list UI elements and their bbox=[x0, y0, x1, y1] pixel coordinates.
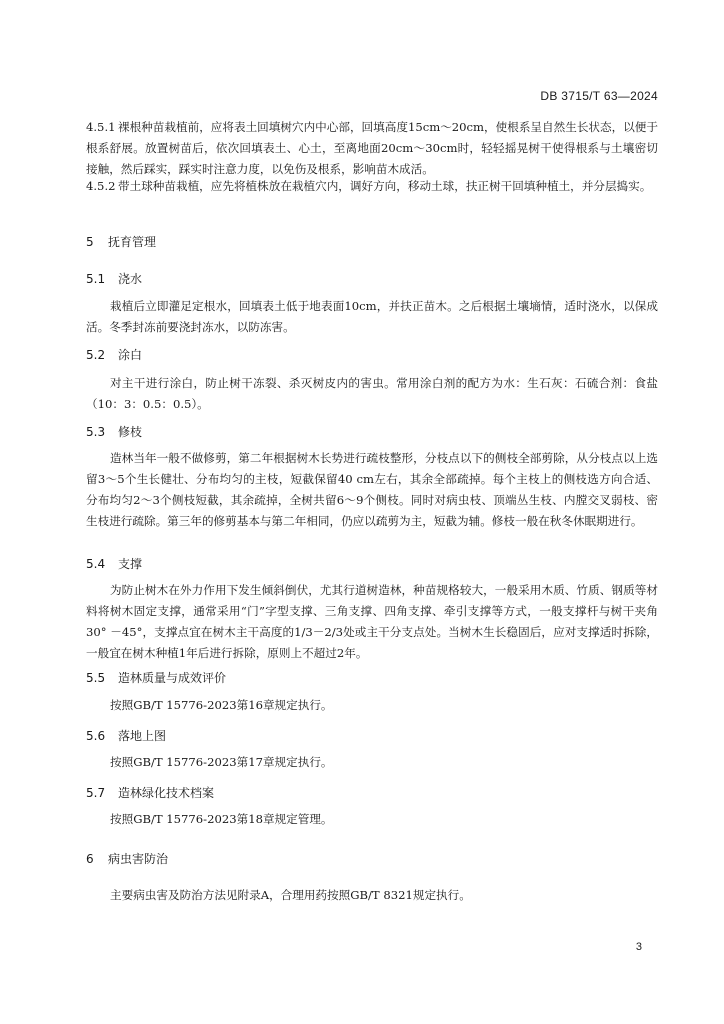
heading-number: 5.3 bbox=[86, 425, 106, 439]
heading-5-5 bbox=[86, 670, 226, 686]
clause-4-5-2 bbox=[86, 176, 658, 197]
paragraph-5-3: 造林当年一般不做修剪，第二年根据树木长势进行疏枝整形，分枝点以下的侧枝全部剪除，从分枝点以上选留3～5个生长健壮、分布均匀的主枝，短截保留40 cm左右，其余全部疏掉。每个主枝上的侧枝选方向合适、分布均匀2～3个侧枝短截，其余疏掉，全树共留6～9个侧枝。同时对病虫枝、顶端丛生枝、内膛交叉弱枝、密生枝进行疏除。第三年的修剪基本与第二年相同，仍应以疏剪为主，短截为辅。修枝一般在秋冬休眠期进行。 bbox=[86, 451, 658, 528]
heading-5-4 bbox=[86, 556, 142, 572]
heading-5-2 bbox=[86, 347, 142, 363]
heading-title: 抚育管理 bbox=[108, 235, 157, 249]
heading-title: 支撑 bbox=[118, 557, 143, 571]
heading-title: 造林质量与成效评价 bbox=[118, 671, 227, 685]
heading-5-7 bbox=[86, 785, 214, 801]
heading-number: 5.5 bbox=[86, 671, 106, 685]
clause-4-5-1 bbox=[86, 117, 658, 180]
paragraph-6: 主要病虫害及防治方法见附录A，合理用药按照GB/T 8321规定执行。 bbox=[110, 888, 471, 902]
paragraph-5-6: 按照GB/T 15776-2023第17章规定执行。 bbox=[110, 755, 333, 769]
heading-title: 造林绿化技术档案 bbox=[118, 786, 215, 800]
clause-number: 4.5.2 bbox=[86, 179, 116, 193]
heading-number: 6 bbox=[86, 852, 94, 866]
clause-text: 裸根种苗栽植前，应将表土回填树穴内中心部，回填高度15cm～20cm，使根系呈自然生长状态，以便于根系舒展。放置树苗后，依次回填表土、心土，至离地面20cm～30cm时，轻轻摇晃树干使得根系与土壤密切接触，然后踩实，踩实时注意力度，以免伤及根系，影响苗木成活。 bbox=[86, 120, 658, 176]
paragraph-5-7: 按照GB/T 15776-2023第18章规定管理。 bbox=[110, 812, 333, 826]
heading-number: 5.1 bbox=[86, 272, 106, 286]
page-number: 3 bbox=[635, 941, 642, 953]
heading-number: 5.6 bbox=[86, 729, 106, 743]
heading-5-1 bbox=[86, 271, 142, 287]
heading-number: 5.4 bbox=[86, 557, 106, 571]
heading-title: 病虫害防治 bbox=[108, 852, 169, 866]
paragraph-5-4: 为防止树木在外力作用下发生倾斜倒伏，尤其行道树造林，种苗规格较大，一般采用木质、竹质、钢质等材料将树木固定支撑，通常采用“门”字型支撑、三角支撑、四角支撑、牵引支撑等方式，一般支撑杆与树干夹角30° －45°，支撑点宜在树木主干高度的1/3－2/3处或主干分支点处。当树木生长稳固后，应对支撑适时拆除，一般宜在树木种植1年后进行拆除，原则上不超过2年。 bbox=[86, 583, 658, 660]
paragraph-5-1: 栽植后立即灌足定根水，回填表土低于地表面10cm，并扶正苗木。之后根据土壤墒情，适时浇水，以保成活。冬季封冻前要浇封冻水，以防冻害。 bbox=[86, 299, 658, 334]
paragraph-5-2: 对主干进行涂白，防止树干冻裂、杀灭树皮内的害虫。常用涂白剂的配方为水：生石灰：石硫合剂：食盐（10：3：0.5：0.5）。 bbox=[86, 376, 658, 411]
heading-title: 落地上图 bbox=[118, 729, 167, 743]
heading-6 bbox=[86, 851, 168, 867]
heading-title: 涂白 bbox=[118, 348, 143, 362]
heading-title: 浇水 bbox=[118, 272, 143, 286]
heading-number: 5 bbox=[86, 235, 94, 249]
heading-5-3 bbox=[86, 424, 142, 440]
heading-number: 5.7 bbox=[86, 786, 106, 800]
document-code: DB 3715/T 63—2024 bbox=[540, 89, 658, 103]
paragraph-5-5: 按照GB/T 15776-2023第16章规定执行。 bbox=[110, 698, 333, 712]
heading-5-6 bbox=[86, 728, 166, 744]
clause-number: 4.5.1 bbox=[86, 120, 116, 134]
heading-number: 5.2 bbox=[86, 348, 106, 362]
clause-text: 带土球种苗栽植，应先将植株放在栽植穴内，调好方向，移动土球，扶正树干回填种植土，并分层捣实。 bbox=[118, 179, 652, 193]
heading-title: 修枝 bbox=[118, 425, 143, 439]
heading-5 bbox=[86, 234, 156, 250]
